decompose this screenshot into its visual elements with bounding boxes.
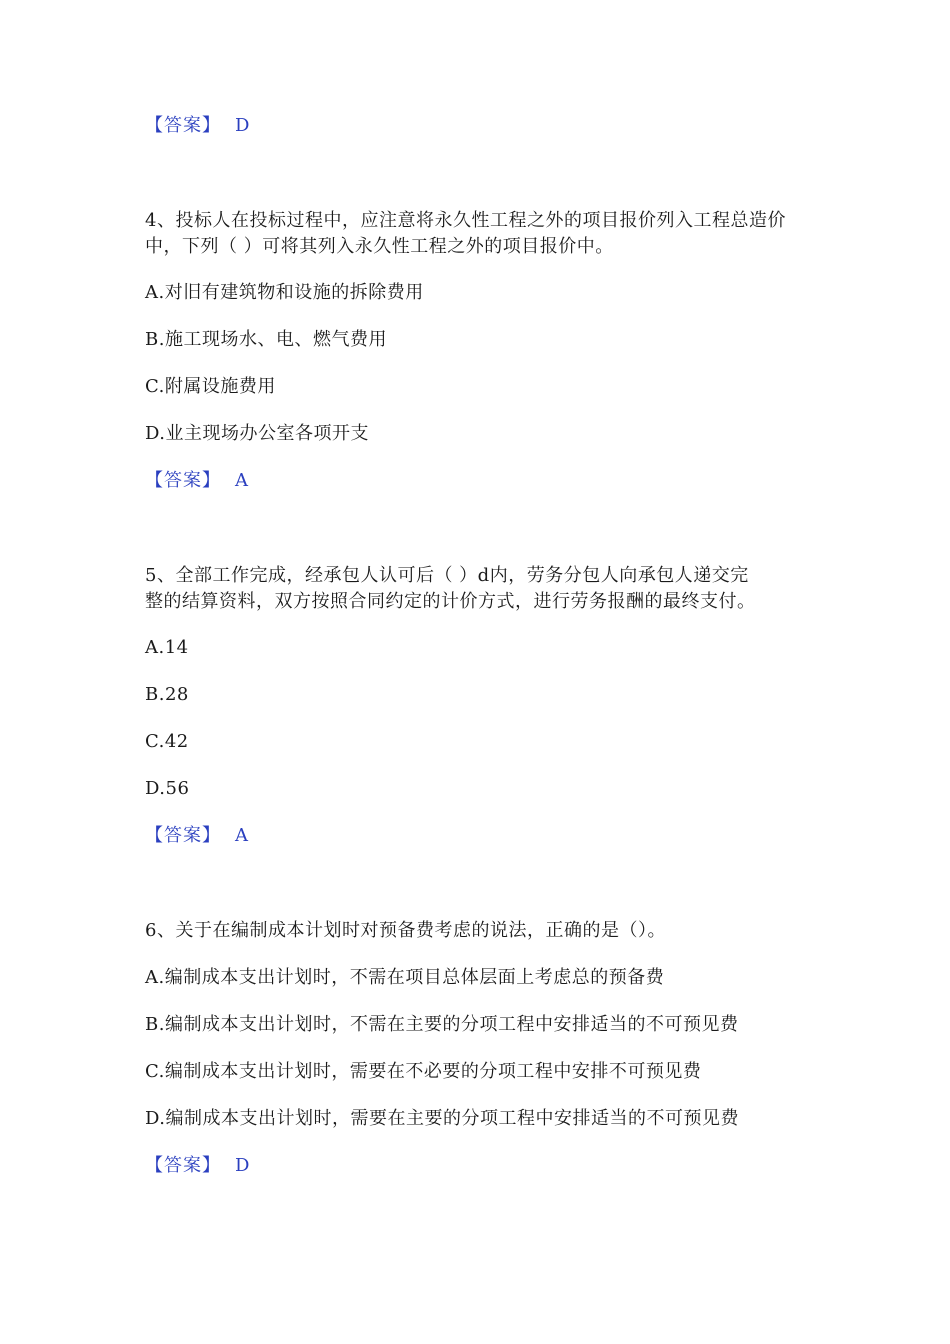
answer-value: A: [235, 470, 249, 491]
question-5-option-a: A.14: [145, 637, 189, 658]
question-6-stem-line-1: 6、关于在编制成本计划时对预备费考虑的说法，正确的是（）。: [145, 920, 666, 941]
question-6-option-c: C.编制成本支出计划时，需要在不必要的分项工程中安排不可预见费: [145, 1061, 702, 1082]
question-5-option-b: B.28: [145, 684, 189, 705]
question-4-stem-line-2: 中，下列（ ）可将其列入永久性工程之外的项目报价中。: [145, 236, 614, 257]
question-4-stem-line-1: 4、投标人在投标过程中，应注意将永久性工程之外的项目报价列入工程总造价: [145, 210, 786, 231]
question-4-option-d: D.业主现场办公室各项开支: [145, 423, 370, 444]
question-6-option-b: B.编制成本支出计划时，不需在主要的分项工程中安排适当的不可预见费: [145, 1014, 739, 1035]
answer-label: 【答案】: [145, 1155, 221, 1176]
answer-value: A: [235, 825, 249, 846]
question-5-option-d: D.56: [145, 778, 190, 799]
answer-line-q4: [145, 468, 249, 494]
answer-line-q6: [145, 1153, 250, 1179]
answer-label: 【答案】: [145, 825, 221, 846]
question-4-option-b: B.施工现场水、电、燃气费用: [145, 329, 387, 350]
answer-label: 【答案】: [145, 115, 221, 136]
question-6-option-a: A.编制成本支出计划时，不需在项目总体层面上考虑总的预备费: [145, 967, 665, 988]
question-5-stem-line-1: 5、全部工作完成，经承包人认可后（ ）d内，劳务分包人向承包人递交完: [145, 565, 749, 586]
question-4-option-c: C.附属设施费用: [145, 376, 276, 397]
answer-line-q3: [145, 113, 250, 139]
answer-value: D: [235, 1155, 250, 1176]
answer-label: 【答案】: [145, 470, 221, 491]
question-6-option-d: D.编制成本支出计划时，需要在主要的分项工程中安排适当的不可预见费: [145, 1108, 740, 1129]
question-5-stem-line-2: 整的结算资料，双方按照合同约定的计价方式，进行劳务报酬的最终支付。: [145, 591, 756, 612]
answer-value: D: [235, 115, 250, 136]
answer-line-q5: [145, 823, 249, 849]
question-4-option-a: A.对旧有建筑物和设施的拆除费用: [145, 282, 424, 303]
question-5-option-c: C.42: [145, 731, 189, 752]
